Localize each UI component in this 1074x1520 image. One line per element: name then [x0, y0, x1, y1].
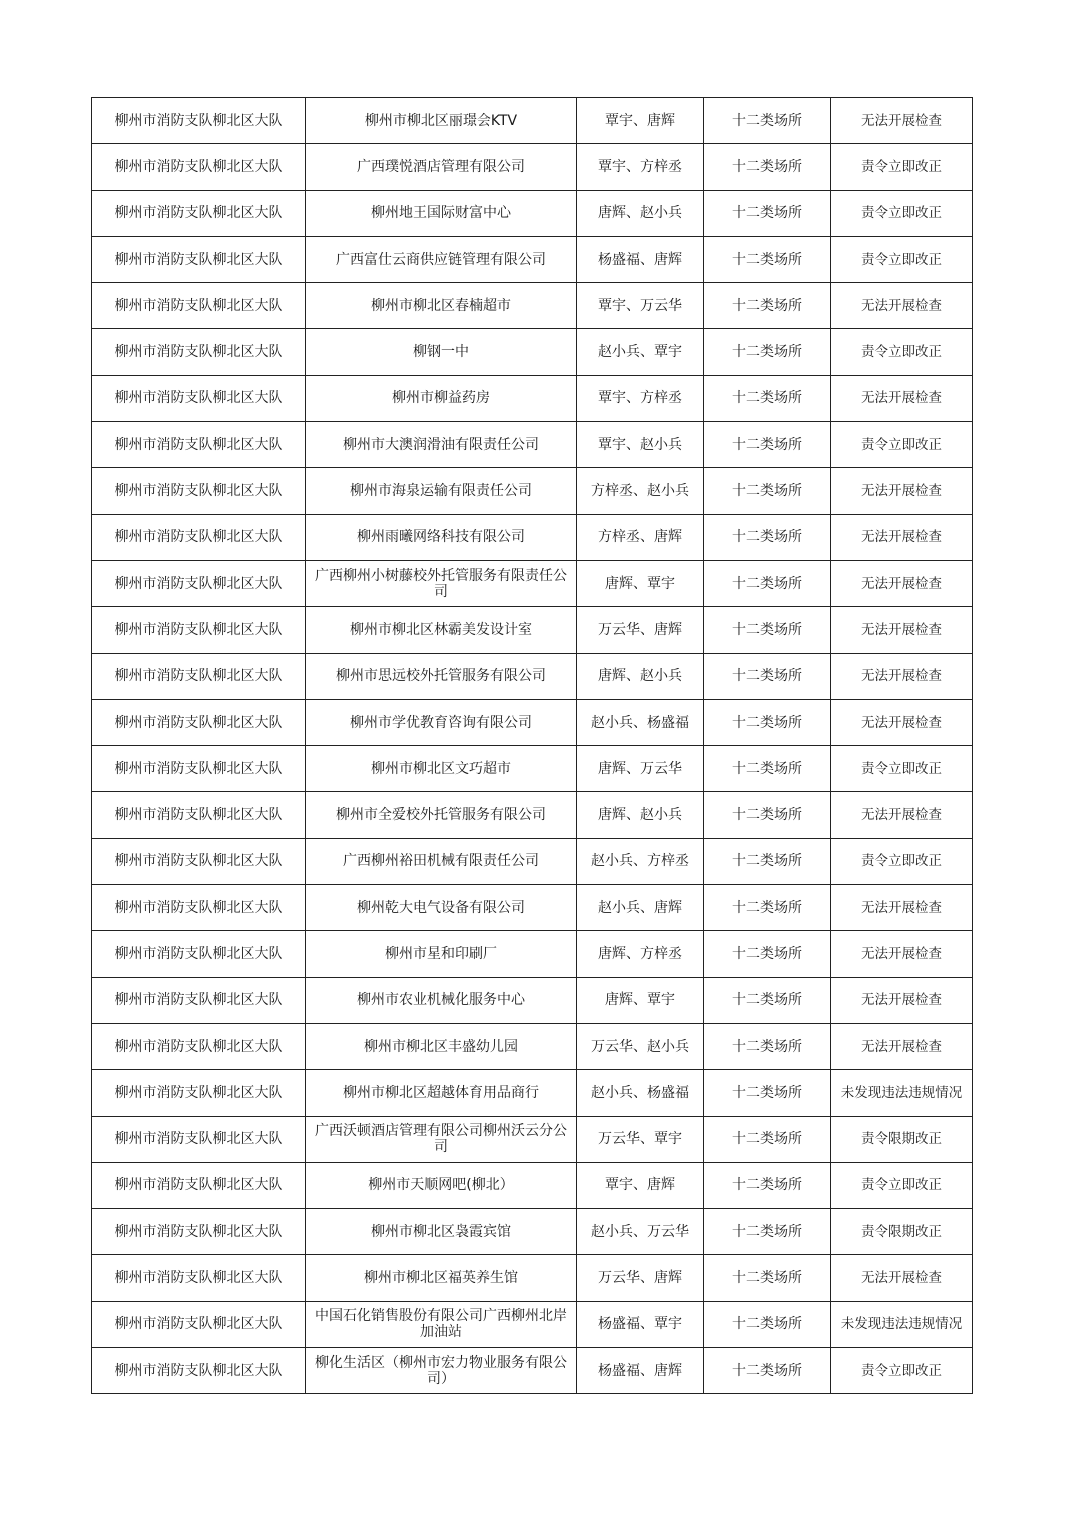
- category-cell: 十二类场所: [704, 699, 831, 745]
- inspectors-cell: 唐辉、万云华: [577, 746, 704, 792]
- table-row: [92, 329, 973, 375]
- category-cell: 十二类场所: [704, 375, 831, 421]
- unit-name-cell: 柳钢一中: [306, 329, 577, 375]
- category-cell: 十二类场所: [704, 98, 831, 144]
- result-cell: 无法开展检查: [831, 699, 973, 745]
- result-cell: 无法开展检查: [831, 792, 973, 838]
- table-row: [92, 560, 973, 606]
- result-cell: 无法开展检查: [831, 98, 973, 144]
- brigade-cell: 柳州市消防支队柳北区大队: [92, 699, 306, 745]
- inspectors-cell: 方梓丞、唐辉: [577, 514, 704, 560]
- unit-name-cell: 柳化生活区（柳州市宏力物业服务有限公司）: [306, 1348, 577, 1394]
- brigade-cell: 柳州市消防支队柳北区大队: [92, 1255, 306, 1301]
- result-cell: 责令立即改正: [831, 1162, 973, 1208]
- inspectors-cell: 赵小兵、唐辉: [577, 885, 704, 931]
- inspection-table-body: [92, 98, 973, 1394]
- table-row: [92, 1348, 973, 1394]
- unit-name-cell: 柳州市星和印刷厂: [306, 931, 577, 977]
- inspectors-cell: 赵小兵、杨盛福: [577, 699, 704, 745]
- category-cell: 十二类场所: [704, 746, 831, 792]
- brigade-cell: 柳州市消防支队柳北区大队: [92, 1209, 306, 1255]
- inspectors-cell: 赵小兵、万云华: [577, 1209, 704, 1255]
- category-cell: 十二类场所: [704, 792, 831, 838]
- category-cell: 十二类场所: [704, 607, 831, 653]
- inspectors-cell: 赵小兵、方梓丞: [577, 838, 704, 884]
- unit-name-cell: 柳州市柳北区丽璟会KTV: [306, 98, 577, 144]
- unit-name-cell: 柳州市学优教育咨询有限公司: [306, 699, 577, 745]
- inspectors-cell: 唐辉、方梓丞: [577, 931, 704, 977]
- category-cell: 十二类场所: [704, 422, 831, 468]
- unit-name-cell: 广西富仕云商供应链管理有限公司: [306, 236, 577, 282]
- category-cell: 十二类场所: [704, 1301, 831, 1347]
- brigade-cell: 柳州市消防支队柳北区大队: [92, 283, 306, 329]
- category-cell: 十二类场所: [704, 1209, 831, 1255]
- table-row: [92, 1209, 973, 1255]
- unit-name-cell: 广西沃顿酒店管理有限公司柳州沃云分公司: [306, 1116, 577, 1162]
- unit-name-cell: 柳州市柳北区文巧超市: [306, 746, 577, 792]
- category-cell: 十二类场所: [704, 1023, 831, 1069]
- category-cell: 十二类场所: [704, 236, 831, 282]
- category-cell: 十二类场所: [704, 1116, 831, 1162]
- result-cell: 无法开展检查: [831, 514, 973, 560]
- unit-name-cell: 柳州市柳北区林霸美发设计室: [306, 607, 577, 653]
- inspectors-cell: 赵小兵、杨盛福: [577, 1070, 704, 1116]
- brigade-cell: 柳州市消防支队柳北区大队: [92, 1116, 306, 1162]
- category-cell: 十二类场所: [704, 283, 831, 329]
- unit-name-cell: 广西柳州小树藤校外托管服务有限责任公司: [306, 560, 577, 606]
- unit-name-cell: 柳州市海泉运输有限责任公司: [306, 468, 577, 514]
- category-cell: 十二类场所: [704, 885, 831, 931]
- table-row: [92, 1255, 973, 1301]
- category-cell: 十二类场所: [704, 329, 831, 375]
- brigade-cell: 柳州市消防支队柳北区大队: [92, 560, 306, 606]
- category-cell: 十二类场所: [704, 1162, 831, 1208]
- brigade-cell: 柳州市消防支队柳北区大队: [92, 885, 306, 931]
- result-cell: 责令限期改正: [831, 1209, 973, 1255]
- unit-name-cell: 广西璞悦酒店管理有限公司: [306, 144, 577, 190]
- table-row: [92, 98, 973, 144]
- table-row: [92, 514, 973, 560]
- result-cell: 无法开展检查: [831, 931, 973, 977]
- inspectors-cell: 覃宇、方梓丞: [577, 144, 704, 190]
- table-row: [92, 607, 973, 653]
- inspectors-cell: 万云华、唐辉: [577, 607, 704, 653]
- result-cell: 无法开展检查: [831, 977, 973, 1023]
- unit-name-cell: 柳州雨曦网络科技有限公司: [306, 514, 577, 560]
- inspectors-cell: 唐辉、覃宇: [577, 977, 704, 1023]
- result-cell: 无法开展检查: [831, 1023, 973, 1069]
- result-cell: 无法开展检查: [831, 1255, 973, 1301]
- result-cell: 责令立即改正: [831, 422, 973, 468]
- table-row: [92, 1162, 973, 1208]
- unit-name-cell: 柳州市柳北区春楠超市: [306, 283, 577, 329]
- brigade-cell: 柳州市消防支队柳北区大队: [92, 144, 306, 190]
- result-cell: 责令立即改正: [831, 190, 973, 236]
- category-cell: 十二类场所: [704, 1070, 831, 1116]
- brigade-cell: 柳州市消防支队柳北区大队: [92, 514, 306, 560]
- inspectors-cell: 覃宇、万云华: [577, 283, 704, 329]
- inspectors-cell: 唐辉、赵小兵: [577, 792, 704, 838]
- table-row: [92, 468, 973, 514]
- unit-name-cell: 柳州市柳北区袅霞宾馆: [306, 1209, 577, 1255]
- table-row: [92, 838, 973, 884]
- inspectors-cell: 杨盛福、唐辉: [577, 236, 704, 282]
- brigade-cell: 柳州市消防支队柳北区大队: [92, 1070, 306, 1116]
- unit-name-cell: 柳州市思远校外托管服务有限公司: [306, 653, 577, 699]
- brigade-cell: 柳州市消防支队柳北区大队: [92, 468, 306, 514]
- brigade-cell: 柳州市消防支队柳北区大队: [92, 653, 306, 699]
- brigade-cell: 柳州市消防支队柳北区大队: [92, 98, 306, 144]
- table-row: [92, 1023, 973, 1069]
- unit-name-cell: 柳州地王国际财富中心: [306, 190, 577, 236]
- table-row: [92, 792, 973, 838]
- table-row: [92, 190, 973, 236]
- brigade-cell: 柳州市消防支队柳北区大队: [92, 1348, 306, 1394]
- unit-name-cell: 柳州市柳益药房: [306, 375, 577, 421]
- result-cell: 责令立即改正: [831, 838, 973, 884]
- category-cell: 十二类场所: [704, 653, 831, 699]
- table-row: [92, 236, 973, 282]
- brigade-cell: 柳州市消防支队柳北区大队: [92, 1023, 306, 1069]
- result-cell: 责令限期改正: [831, 1116, 973, 1162]
- inspectors-cell: 覃宇、唐辉: [577, 98, 704, 144]
- category-cell: 十二类场所: [704, 838, 831, 884]
- result-cell: 责令立即改正: [831, 144, 973, 190]
- category-cell: 十二类场所: [704, 931, 831, 977]
- brigade-cell: 柳州市消防支队柳北区大队: [92, 1162, 306, 1208]
- inspectors-cell: 覃宇、唐辉: [577, 1162, 704, 1208]
- result-cell: 无法开展检查: [831, 653, 973, 699]
- table-row: [92, 1116, 973, 1162]
- brigade-cell: 柳州市消防支队柳北区大队: [92, 838, 306, 884]
- result-cell: 无法开展检查: [831, 560, 973, 606]
- category-cell: 十二类场所: [704, 560, 831, 606]
- unit-name-cell: 柳州市天顺网吧(柳北）: [306, 1162, 577, 1208]
- brigade-cell: 柳州市消防支队柳北区大队: [92, 746, 306, 792]
- table-row: [92, 931, 973, 977]
- unit-name-cell: 柳州市全爱校外托管服务有限公司: [306, 792, 577, 838]
- inspectors-cell: 万云华、覃宇: [577, 1116, 704, 1162]
- unit-name-cell: 广西柳州裕田机械有限责任公司: [306, 838, 577, 884]
- table-row: [92, 1301, 973, 1347]
- unit-name-cell: 中国石化销售股份有限公司广西柳州北岸加油站: [306, 1301, 577, 1347]
- unit-name-cell: 柳州乾大电气设备有限公司: [306, 885, 577, 931]
- inspectors-cell: 赵小兵、覃宇: [577, 329, 704, 375]
- table-row: [92, 422, 973, 468]
- inspectors-cell: 杨盛福、覃宇: [577, 1301, 704, 1347]
- category-cell: 十二类场所: [704, 1348, 831, 1394]
- table-row: [92, 977, 973, 1023]
- inspectors-cell: 覃宇、赵小兵: [577, 422, 704, 468]
- unit-name-cell: 柳州市农业机械化服务中心: [306, 977, 577, 1023]
- inspection-table: [91, 97, 973, 1394]
- result-cell: 无法开展检查: [831, 885, 973, 931]
- inspectors-cell: 唐辉、赵小兵: [577, 190, 704, 236]
- brigade-cell: 柳州市消防支队柳北区大队: [92, 375, 306, 421]
- brigade-cell: 柳州市消防支队柳北区大队: [92, 931, 306, 977]
- brigade-cell: 柳州市消防支队柳北区大队: [92, 422, 306, 468]
- brigade-cell: 柳州市消防支队柳北区大队: [92, 977, 306, 1023]
- result-cell: 未发现违法违规情况: [831, 1070, 973, 1116]
- table-row: [92, 746, 973, 792]
- result-cell: 无法开展检查: [831, 283, 973, 329]
- table-row: [92, 1070, 973, 1116]
- brigade-cell: 柳州市消防支队柳北区大队: [92, 236, 306, 282]
- category-cell: 十二类场所: [704, 514, 831, 560]
- brigade-cell: 柳州市消防支队柳北区大队: [92, 190, 306, 236]
- category-cell: 十二类场所: [704, 1255, 831, 1301]
- brigade-cell: 柳州市消防支队柳北区大队: [92, 792, 306, 838]
- category-cell: 十二类场所: [704, 190, 831, 236]
- table-row: [92, 699, 973, 745]
- unit-name-cell: 柳州市柳北区丰盛幼儿园: [306, 1023, 577, 1069]
- result-cell: 责令立即改正: [831, 329, 973, 375]
- brigade-cell: 柳州市消防支队柳北区大队: [92, 607, 306, 653]
- inspectors-cell: 方梓丞、赵小兵: [577, 468, 704, 514]
- table-row: [92, 885, 973, 931]
- result-cell: 无法开展检查: [831, 607, 973, 653]
- result-cell: 责令立即改正: [831, 236, 973, 282]
- unit-name-cell: 柳州市大澳润滑油有限责任公司: [306, 422, 577, 468]
- unit-name-cell: 柳州市柳北区超越体育用品商行: [306, 1070, 577, 1116]
- inspectors-cell: 杨盛福、唐辉: [577, 1348, 704, 1394]
- result-cell: 无法开展检查: [831, 468, 973, 514]
- inspectors-cell: 唐辉、覃宇: [577, 560, 704, 606]
- category-cell: 十二类场所: [704, 977, 831, 1023]
- inspectors-cell: 万云华、唐辉: [577, 1255, 704, 1301]
- category-cell: 十二类场所: [704, 468, 831, 514]
- table-row: [92, 283, 973, 329]
- brigade-cell: 柳州市消防支队柳北区大队: [92, 329, 306, 375]
- result-cell: 责令立即改正: [831, 746, 973, 792]
- inspectors-cell: 覃宇、方梓丞: [577, 375, 704, 421]
- table-row: [92, 144, 973, 190]
- result-cell: 未发现违法违规情况: [831, 1301, 973, 1347]
- inspectors-cell: 万云华、赵小兵: [577, 1023, 704, 1069]
- table-row: [92, 375, 973, 421]
- inspectors-cell: 唐辉、赵小兵: [577, 653, 704, 699]
- brigade-cell: 柳州市消防支队柳北区大队: [92, 1301, 306, 1347]
- table-row: [92, 653, 973, 699]
- result-cell: 无法开展检查: [831, 375, 973, 421]
- category-cell: 十二类场所: [704, 144, 831, 190]
- unit-name-cell: 柳州市柳北区福英养生馆: [306, 1255, 577, 1301]
- result-cell: 责令立即改正: [831, 1348, 973, 1394]
